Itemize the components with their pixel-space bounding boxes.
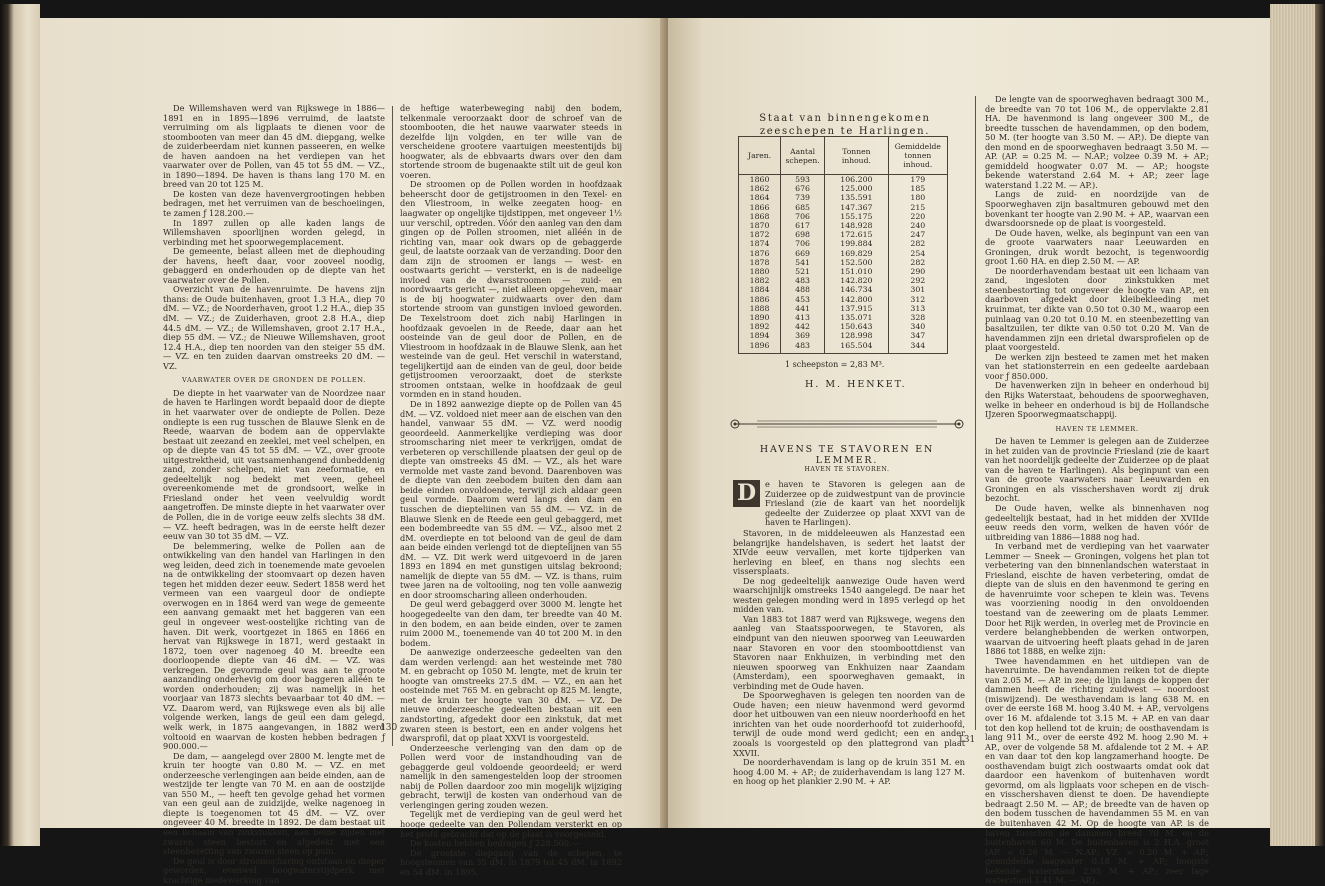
paragraph: Van 1883 tot 1887 werd van Rijkswege, wegens den aanleg van Staatsspoorwegen, te Stavoren, als eindpunt van den nieuwen spoorweg van Leeuwarden naar Stavoren en voor den stoomboottdienst van Stavoren naar Enkhuizen, in verbinding met den nieuwen spoorweg van Enkhuizen naar Zaandam (Amsterdam), een spoorweghaven gemaakt, in verbinding met de Oude haven. bbox=[733, 613, 965, 691]
paragraph: De belemmering, welke de Pollen aan de ontwikkeling van den handel van Harlingen in den weg leiden, deed zich in toenemende mate gevoelen na de ontwikkeling der stoomvaart op dezen haven tegen het midden dezer eeuw. Sedert 1858 werd het vermeen van een vaargeul door de ondiepte overwogen en in 1864 werd van wege de gemeente een aanvang gemaakt met het baggeren van een geul in ongeveer west-oostelijke richting van de haven. Dit werk, voortgezet in 1865 en 1866 en hervat van Rijkswege in 1871, werd gestaakt in 1872, toen over nagenoeg 40 M. breedte een doorloopende diepte van 46 dM. — VZ. was verkregen. De gevormde geul was aan te groote aanzanding onderhevig om door baggeren alléén te worden onderhouden; zij was namelijk in het voorjaar van 1873 slechts bevaarbaar tot 40 dM. — VZ. Daarom werd, van Rijkswege even als bij alle volgende werken, langs de geul een dam gelegd, welk werk, in 1875 aangevangen, in 1882 werd voltooid en waarvan de kosten hebben bedragen ƒ 900.000.— bbox=[163, 540, 385, 752]
section-title: HAVENS TE STAVOREN EN LEMMER. bbox=[759, 444, 935, 466]
table-row bbox=[739, 258, 948, 267]
table-cell: 185 bbox=[888, 184, 947, 193]
table-cell: 1884 bbox=[739, 285, 781, 294]
table-cell: 1886 bbox=[739, 295, 781, 304]
column-divider bbox=[392, 106, 393, 746]
paragraph: De lengte van de spoorweghaven bedraagt 300 M., de breedte van 70 tot 106 M., de oppervlakte 2.81 HA. De havenmond is lang ongeveer 300 M., de breedte tusschen de havendammen, op den bodem, 50 M. (ter hoogte van 3.50 M. — AP.). De diepte van den mond en de spoorweghaven bedraagt 3.50 M. — AP. (AP. = 0.25 M. — N.AP.; volzee 0.39 M. + AP.; gemiddeld hoogwater 0.07 M. — AP.; hoogste bekende waterstand 2.64 M. + AP.; zeer lage waterstand 1.22 M. — AP.). bbox=[985, 94, 1209, 190]
table-cell: 312 bbox=[888, 295, 947, 304]
paragraph: De Oude haven, welke, als beginpunt van een van de groote vaarwaters naar Leeuwarden en Groningen, druk wordt bezocht, is tegenwoordig groot 1.60 HA. en diep 2.50 M. — AP. bbox=[985, 227, 1209, 267]
table-cell: 369 bbox=[781, 331, 825, 340]
paragraph: De Oude haven, welke als binnenhaven nog gedeeltelijk bestaat, had in het midden der XVIIde eeuw reeds den vorm, welken de haven vóór de uitbreiding van 1886—1888 nog had. bbox=[985, 502, 1209, 542]
table-cell: 739 bbox=[781, 193, 825, 202]
table-cell: 1860 bbox=[739, 175, 781, 185]
paragraph: e haven te Stavoren is gelegen aan de Zuiderzee op de zuidwestpunt van de provincie Friesland (zie de kaart van het noordelijk gedeelte der Zuiderzee op plaat XXVI van de haven te Harlingen). bbox=[765, 479, 965, 528]
paragraph: Stavoren, in de middeleeuwen als Hanzestad een belangrijke handelshaven, is sedert het laatst der XIVde eeuw vervallen, met korte tijdperken van herleving en bleef, en thans nog slechts een vissersplaats. bbox=[733, 528, 965, 577]
table-cell: 301 bbox=[888, 285, 947, 294]
table-cell: 152.500 bbox=[825, 258, 889, 267]
table-cell: 706 bbox=[781, 239, 825, 248]
table-cell: 106.200 bbox=[825, 175, 889, 185]
table-cell: 676 bbox=[781, 184, 825, 193]
table-cell: 147.367 bbox=[825, 203, 889, 212]
paragraph: De nog gedeeltelijk aanwezige Oude haven werd waarschijnlijk omstreeks 1540 aangelegd. De naar het westen gelegen monding werd in 1895 verlegd op het midden van. bbox=[733, 575, 965, 615]
table-cell: 180 bbox=[888, 193, 947, 202]
table-row bbox=[739, 239, 948, 248]
table-row bbox=[739, 203, 948, 212]
table-cell: 340 bbox=[888, 322, 947, 331]
table-cell: 617 bbox=[781, 221, 825, 230]
table-cell: 137.915 bbox=[825, 304, 889, 313]
table-header-row bbox=[739, 137, 948, 175]
table-cell: 453 bbox=[781, 295, 825, 304]
table-row bbox=[739, 230, 948, 239]
table-cell: 220 bbox=[888, 212, 947, 221]
table-cell: 441 bbox=[781, 304, 825, 313]
table-cell: 247 bbox=[888, 230, 947, 239]
table-cell: 1888 bbox=[739, 304, 781, 313]
table-cell: 1892 bbox=[739, 322, 781, 331]
table-note: 1 scheepston = 2,83 M³. bbox=[785, 360, 885, 369]
table-cell: 146.734 bbox=[825, 285, 889, 294]
table-row bbox=[739, 322, 948, 331]
table-cell: 169.829 bbox=[825, 249, 889, 258]
column-divider bbox=[975, 96, 976, 730]
page-number: 131 bbox=[958, 735, 976, 745]
table-cell: 151.010 bbox=[825, 267, 889, 276]
paragraph: In verband met de verdieping van het vaarwater Lemmer — Sneek — Groningen, volgens het plan tot verbetering van den binnenlandschen waterstaat in Friesland, eischte de haven verbetering, omdat de diepte van de sluis en den havenmond te gering en de havenruimte voor schepen te klein was. Tevens was voorziening noodig in den onvoldoenden toestand van de zeewering om de plaats Lemmer. Door het Rijk werden, in overleg met de Provincie en verdere belanghebbenden de werken ontworpen, waarvan de uitvoering heeft plaats gehad in de jaren 1886 tot 1888, en welke zijn: bbox=[985, 541, 1209, 657]
table-cell: 1876 bbox=[739, 249, 781, 258]
page-number: 130 bbox=[380, 723, 398, 733]
paragraph: De kosten hebben bedragen ƒ 228.500.— bbox=[410, 838, 580, 849]
table-cell: 1894 bbox=[739, 331, 781, 340]
paragraph: De diepte in het vaarwater van de Noordzee naar de haven te Harlingen wordt bepaald door de diepte in het vaarwater over de ondiepte de Pollen. Deze ondiepte is een rug tusschen de Blauwe Slenk en de Reede, waarvan de bodem aan de oppervlakte bestaat uit zeezand en zeeklei, met veel schelpen, en op de diepte van 45 tot 55 dM. — VZ., over groote uitgestrektheid, uit vastsamenhangend dunbeddenig zand, zonder schelpen, niet van zeeformatie, en gedeeltelijk nog bedekt met veen, geheel overeenkomende met de grondsoort, welke in Friesland onder het veen veelvuldig wordt aangetroffen. De minste diepte in het vaarwater over de Pollen, die in de vorige eeuw zelfs slechts 38 dM. — VZ. heeft bedragen, was in de eerste helft dezer eeuw van 30 tot 35 dM. — VZ. bbox=[163, 387, 385, 542]
table-cell: 1862 bbox=[739, 184, 781, 193]
table-cell: 344 bbox=[888, 341, 947, 354]
paragraph: Onderzeesche verlenging van den dam op de Pollen werd voor de instandhouding van de gebaggerde geul voldoende geoordeeld; er werd namelijk in den samengestelden loop der stroomen nabij de Pollen daardoor zoo min mogelijk wijziging gebracht, terwijl de kosten van onderhoud van de verlengingen gering zouden wezen. bbox=[400, 742, 622, 810]
table-cell: 1874 bbox=[739, 239, 781, 248]
table-row bbox=[739, 212, 948, 221]
table-cell: 150.643 bbox=[825, 322, 889, 331]
table-row bbox=[739, 313, 948, 322]
table-cell: 254 bbox=[888, 249, 947, 258]
table-cell: 488 bbox=[781, 285, 825, 294]
ships-table bbox=[738, 136, 948, 354]
table-cell: 1868 bbox=[739, 212, 781, 221]
table-cell: 1866 bbox=[739, 203, 781, 212]
table-title: Staat van binnengekomen zeeschepen te Harlingen. bbox=[759, 113, 931, 137]
paragraph: De geul werd gebaggerd over 3000 M. lengte het hoogegedeelte van den dam, ter breedte van 40 M. in den bodem, en aan beide einden, over te zamen ruim 2000 M., toenemende van 40 tot 200 M. in den bodem. bbox=[400, 599, 622, 648]
header-cell: Gemiddelde tonnen inhoud. bbox=[888, 137, 947, 175]
section-heading: VAARWATER OVER DE GRONDEN DE POLLEN. bbox=[182, 376, 366, 385]
left-page-column-2 bbox=[400, 104, 622, 877]
table-cell: 1878 bbox=[739, 258, 781, 267]
book-right-edge bbox=[1270, 4, 1325, 846]
table-row bbox=[739, 175, 948, 185]
table-cell: 669 bbox=[781, 249, 825, 258]
paragraph: De havenwerken zijn in beheer en onderhoud bij den Rijks Waterstaat, behoudens de spoorweghaven, welke in beheer en onderhoud is bij de Hollandsche IJzeren Spoorwegmaatschappij. bbox=[985, 380, 1209, 420]
table-cell: 483 bbox=[781, 341, 825, 354]
table-cell: 155.175 bbox=[825, 212, 889, 221]
table-row bbox=[739, 295, 948, 304]
right-page-column-1 bbox=[733, 529, 965, 787]
header-cell: Aantal schepen. bbox=[781, 137, 825, 175]
table-cell: 1872 bbox=[739, 230, 781, 239]
header-cell: Jaren. bbox=[739, 137, 781, 175]
paragraph: De werken zijn besteed te zamen met het maken van het stationsterrein en een gedeelte aardebaan voor ƒ 850.000. bbox=[985, 351, 1209, 381]
table-row bbox=[739, 221, 948, 230]
table-cell: 413 bbox=[781, 313, 825, 322]
paragraph: In 1897 zullen op alle kaden langs de Willemshaven spoorlijnen worden gelegd, in verbinding met het spoorwegemplacement. bbox=[163, 217, 385, 247]
paragraph: De in 1892 aanwezige diepte op de Pollen van 45 dM. — VZ. voldoed niet meer aan de eischen van den handel, vanwaar 55 dM. — VZ. werd noodig geoordeeld. Aanmerkelijke verdieping was door stroomscharing niet meer te verkrijgen, omdat de verbeteren op verschillende plaatsen der geul op de diepte van omstreeks 45 dM. — VZ., als het ware vermolde met vaste zand bevond. Daarenboven was de diepte van den zeebodem buiten den dam aan beide einden onvoldoende, terwijl zich aldaar geen geul vormde. Daarom werd langs den dam en tusschen de diepteliinen van 55 dM. — VZ. in de Blauwe Slenk en de Reede een geul gebaggerd, met een bodembreedte van 55 dM. — VZ., alsoo met 2 dM. overdiepte en tot beloond van de geul de dam aan beide einden verlengd tot de dieptelijnen van 55 dM. — VZ. Dit werk werd uitgevoerd in de jaren 1893 en 1894 en met gunstigen uitslag bekroond; namelijk de diepte van 55 dM. — VZ. is thans, ruim twee jaren na de voltooiing, nog ten volle aanwezig en door stroomscharing alleen onderhouden. bbox=[400, 398, 622, 600]
table-cell: 328 bbox=[888, 313, 947, 322]
table-cell: 698 bbox=[781, 230, 825, 239]
table-cell: 142.820 bbox=[825, 276, 889, 285]
paragraph: De gemeente, belast alleen met de diephouding der havens, heeft daar, voor zooveel noodig, gebaggerd en onderhouden op de diepte van het vaarwater over de Pollen. bbox=[163, 246, 385, 285]
table-cell: 593 bbox=[781, 175, 825, 185]
table-cell: 148.928 bbox=[825, 221, 889, 230]
paragraph: De stroomen op de Pollen worden in hoofdzaak beheerscht door de getijstroomen in den Texel- en den Vliestroom, in welke zeegaten hoog- en laagwater op ongelijke tijdstippen, met ongeveer 1½ uur verschil, optreden. Vóór den aanleg van den dam gingen op de Pollen stroomen, niet alléén in de richting van, maar ook dwars op de gebaggerde geul, de laatste oorzaak van de verzanding. Door den dam zijn de stroomen er langs — west- en oostwaarts gericht — versterkt, en is de nadeelige invloed van de dwarsstroomen — zuid- en noordwaarts gericht —, niet alleen opgeheven, maar is de bij hoogwater zuidwaarts over den dam stortende stroom van gunstigen invloed geworden. De Texelstroom doet zich nabij Harlingen in hoofdzaak gevoelen in de Reede, daar aan het oosteinde van de geul door de Pollen, en de Vliestroom in hoofdzaak in de Blauwe Slenk, aan het westeinde van de geul. Het verschil in waterstand, tegelijkertijd aan de einden van de geul, door beide getijstroomen veroorzaakt, doet de sterkste stroomen ontstaan, welke in hoofdzaak de geul vormden en in stand houden. bbox=[400, 179, 622, 400]
paragraph: Langs de zuid- en noordzijde van de Spoorweghaven zijn basaltmuren gebouwd met den bovenkant ter hoogte van 2.90 M. + AP., waarvan een dwarsdoorsnede op de plaat is voorgesteld. bbox=[985, 189, 1209, 229]
table-cell: 541 bbox=[781, 258, 825, 267]
left-page-column-1 bbox=[163, 104, 385, 885]
table-cell: 215 bbox=[888, 203, 947, 212]
table-cell: 290 bbox=[888, 267, 947, 276]
table-cell: 282 bbox=[888, 258, 947, 267]
paragraph: Twee havendammen en het uitdiepen van de havenruimte. De havendammen reiken tot de diepte van 2.05 M. — AP. in zee; de lijn langs de koppen der dammen heeft de richting zuidwest — noordoost (miswijzend). De westhavendam is lang 638 M. en over de eerste 168 M. hoog 3.40 M. + AP., vervolgens over 16 M. afdalende tot 3.15 M. + AP. en van daar tot den kop hellend tot de kruin; de oosthavendam is lang 911 M., over de eerste 492 M. hoog 2.90 M. + AP., over de volgende 58 M. afdalende tot 2 M. + AP. en van daar tot den kop langzamerhand hoogte. De oosthavendam buigt zich oostwaarts omdat ook dat daardoor een havenkom of buitenhaven wordt gevormd, om als ligplaats voor schepen en de visch- en visschershaven dienst te doen. De havendiepte bedraagt 2.50 M. — AP.; de breedte van de haven op den bodem tusschen de havendammen 55 M. en van de buitenhaven 42 M. Op de hoogte van AP. is de haven tusschen de dammen breed 70 M. en de buitenhaven 60 M. De buitenhaven is 2 H.A. groot (AP. = 0.26 M. — N.AP.; VZ. = 0.20 M. + AP.; gemiddelde laagwater 0.18 M. + AP.; hoogste bekende waterstand 2.95 M. + AP.; zeer lage waterstand 1.41 M. — AP.). bbox=[985, 655, 1209, 886]
paragraph: De aanwezige onderzeesche gedeelten van den dam werden verlengd: aan het westeinde met 780 M. en gebracht op 1050 M. lengte, met de kruin ter hoogte van omstreeks 27.5 dM. — VZ., en aan het oosteinde met 765 M. en gebracht op 825 M. lengte, met de kruin ter hoogte van 30 dM. — VZ. De nieuwe onderzeesche gedeelten bestaan uit een zandstorting, afgedekt door een zinkstuk, dat met zwaren steen is bestort, een en ander volgens het dwarsprofil, dat op plaat XXVI is voorgesteld. bbox=[400, 647, 622, 744]
paragraph: Overzicht van de havenruimte. De havens zijn thans: de Oude buitenhaven, groot 1.3 H.A., diep 70 dM. — VZ.; de Noorderhaven, groot 1.2 H.A., diep 35 dM. — VZ.; de Zuiderhaven, groot 2.8 H.A., diep 44.5 dM. — VZ.; de Willemshaven, groot 2.17 H.A., diep 55 dM. — VZ.; de Nieuwe Willemshaven, groot 12.4 H.A., diep ten noorden van den steiger 55 dM. — VZ. en ten zuiden daarvan omstreeks 20 dM. — VZ. bbox=[163, 284, 385, 371]
paragraph: Tegelijk met de verdieping van de geul werd het hooge gedeelte van den Pollendam versterkt en op het profil gebracht dat op de plaat is voorgesteld. bbox=[400, 809, 622, 839]
paragraph: De kosten van deze havenvergrootingen hebben bedragen, met het verruimen van de beschoeiingen, te zamen ƒ 128.200.— bbox=[163, 188, 385, 219]
paragraph: De geul is door stroomscharing ontstaan en dieper geworden, evenwel hoogwaterstijdperk met krachtige medewerking van bbox=[163, 855, 385, 885]
author-signature: H. M. HENKET. bbox=[805, 379, 907, 390]
ornamental-divider bbox=[727, 415, 967, 433]
table-row bbox=[739, 341, 948, 354]
table-row bbox=[739, 267, 948, 276]
paragraph: De grootste diepgang van de schepen, te hoogsteomen van 35 dM. in 1879 tot 45 dM. in 1892 en 54 dM. in 1895. bbox=[400, 847, 622, 877]
table-cell: 1882 bbox=[739, 276, 781, 285]
table-cell: 165.504 bbox=[825, 341, 889, 354]
table-cell: 240 bbox=[888, 221, 947, 230]
paragraph: De haven te Lemmer is gelegen aan de Zuiderzee in het zuiden van de provincie Friesland (zie de kaart van het noordelijk gedeelte der Zuiderzee op de plaat van de haven te Harlingen). Als beginpunt van een van de groote vaarwaters naar Leeuwarden en Groningen en als visschershaven wordt zij druk bezocht. bbox=[985, 436, 1209, 504]
table-cell: 179 bbox=[888, 175, 947, 185]
table-cell: 313 bbox=[888, 304, 947, 313]
paragraph: De Spoorweghaven is gelegen ten noorden van de Oude haven; een nieuw havenmond werd gevormd door het uitbouwen van een nieuw noorderhoofd en het inrichten van het oude noorderhoofd tot zuiderhoofd, terwijl de oude mond werd gedicht; een en ander zooals is voorgesteld op den plattegrond van plaat XXVII. bbox=[733, 690, 965, 758]
table-row bbox=[739, 249, 948, 258]
table-cell: 1864 bbox=[739, 193, 781, 202]
paragraph: De dam, — aangelegd over 2800 M. lengte met de kruin ter hoogte van 0.80 M. — VZ. en met onderzeesche verlengingen aan beide einden, aan de westzijde ter lengte van 70 M. en aan de oostzijde van 550 M., — heeft ten gevolge gehad het vormen van een geul aan de zuidzijde, welke nagenoeg in diepte is toegenomen tot 45 dM. — VZ. over ongeveer 40 M. breedte in 1892. De dam bestaat uit een lichaam van zinkstukken, aan beide zijden met zwaren steen bestort en afgedekt met een steenbezetting van zwaren steen op puin. bbox=[163, 750, 385, 857]
right-page-column-2 bbox=[985, 95, 1209, 886]
table-row bbox=[739, 285, 948, 294]
table-cell: 128.998 bbox=[825, 331, 889, 340]
table-row bbox=[739, 304, 948, 313]
table-cell: 1890 bbox=[739, 313, 781, 322]
paragraph: De Willemshaven werd van Rijkswege in 1886—1891 en in 1895—1896 verruimd, de laatste verruiming om als ligplaats te dienen voor de stoombooten van meer dan 45 dM. diepgang, welke de zuiderbeerdam niet kunnen passeeren, en welke de haven aandoen na het verdiepen van het vaarwater over de Pollen, van 45 tot 55 dM. — VZ., in 1890—1894. De haven is thans lang 170 M. en breed van 20 tot 125 M. bbox=[163, 103, 385, 190]
table-cell: 1880 bbox=[739, 267, 781, 276]
table-cell: 142.800 bbox=[825, 295, 889, 304]
table-cell: 125.000 bbox=[825, 184, 889, 193]
table-cell: 292 bbox=[888, 276, 947, 285]
book-left-edge bbox=[0, 4, 40, 846]
table-row bbox=[739, 184, 948, 193]
section-subtitle: HAVEN TE STAVOREN. bbox=[804, 466, 890, 473]
header-cell: Tonnen inhoud. bbox=[825, 137, 889, 175]
table-row bbox=[739, 276, 948, 285]
table-cell: 135.591 bbox=[825, 193, 889, 202]
table-cell: 483 bbox=[781, 276, 825, 285]
table-cell: 135.071 bbox=[825, 313, 889, 322]
table-row bbox=[739, 331, 948, 340]
table-cell: 521 bbox=[781, 267, 825, 276]
table-cell: 1896 bbox=[739, 341, 781, 354]
table-cell: 706 bbox=[781, 212, 825, 221]
table-cell: 347 bbox=[888, 331, 947, 340]
paragraph: De noorderhavendam is lang op de kruin 351 M. en hoog 4.00 M. + AP.; de zuiderhavendam is lang 127 M. en hoog op het plankier 2.90 M. + AP. bbox=[733, 757, 965, 787]
table-cell: 282 bbox=[888, 239, 947, 248]
table-cell: 442 bbox=[781, 322, 825, 331]
table-cell: 1870 bbox=[739, 221, 781, 230]
drop-cap: D bbox=[733, 480, 760, 507]
paragraph: de heftige waterbeweging nabij den bodem, telkenmale veroorzaakt door de schroef van de stoombooten, die het nauwe vaarwater steeds in dezelfde lijn volgden, en ter wille van de verscheidene grootere vaartuigen meestentijds bij hoogwater, als de ebbvaarts dwars over den dam stortende stroom de bugenaakte stilt uit de geul kon voeren. bbox=[400, 103, 622, 180]
left-page bbox=[40, 18, 668, 885]
paragraph: De noorderhavendam bestaat uit een lichaam van zand, ingesloten door zinkstukken met steenbestorting tot ongeveer de hoogte van AP., en daarboven afgedekt door kleibekleeding met kruinmat, ter dikte van 0.50 tot 0.30 M., waarop een puinlaag van 0.20 tot 0.10 M. en steenbezetting van basaltzuilen, ter dikte van 0.50 tot 0.20 M. Van de havendammen zijn een drietal dwarsprofielen op de plaat voorgesteld. bbox=[985, 265, 1209, 353]
table-cell: 199.884 bbox=[825, 239, 889, 248]
section-heading: HAVEN TE LEMMER. bbox=[1055, 424, 1139, 433]
table-cell: 685 bbox=[781, 203, 825, 212]
table-row bbox=[739, 193, 948, 202]
table-cell: 172.615 bbox=[825, 230, 889, 239]
